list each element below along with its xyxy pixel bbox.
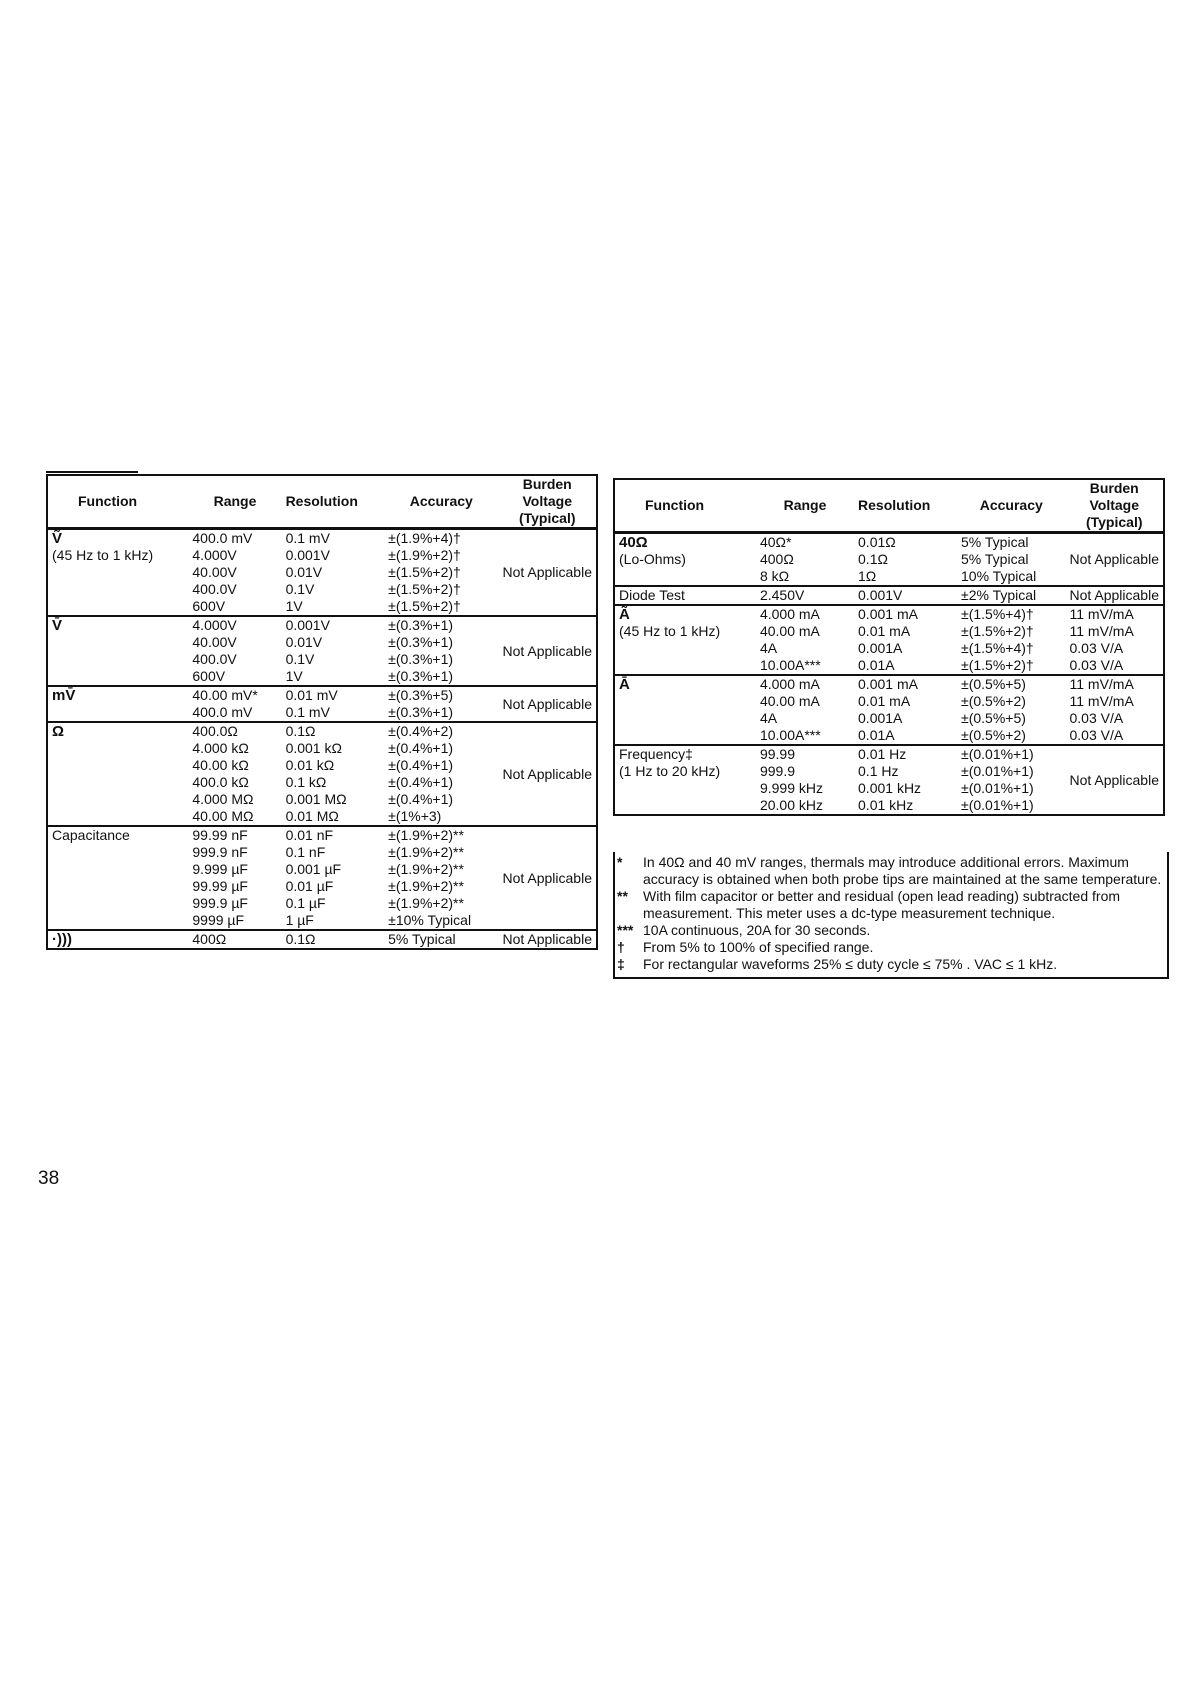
accuracy-value: ±(0.4%+1): [388, 740, 454, 756]
accuracy-value: ±(1.9%+2)†: [388, 547, 461, 563]
footnote-mark: *: [617, 854, 623, 870]
resolution-value: 0.001A: [858, 710, 903, 726]
burden-cell: [1065, 675, 1164, 745]
resolution-value: 0.01 MΩ: [285, 808, 339, 824]
accuracy-cell: [384, 722, 498, 826]
resolution-value: 0.01A: [858, 657, 895, 673]
resolution-value: 0.001 kΩ: [285, 740, 342, 756]
table-row: [47, 930, 597, 949]
range-value: 400Ω: [192, 931, 227, 947]
header-burden: Burden Voltage (Typical): [1065, 479, 1164, 533]
footnote-text: From 5% to 100% of specified range.: [643, 939, 874, 955]
burden-cell: [1065, 605, 1164, 675]
resolution-value: 0.001 mA: [858, 606, 918, 622]
resolution-value: 0.1 kΩ: [285, 774, 327, 790]
table-row: [614, 745, 1164, 815]
header-range: Range: [188, 475, 281, 529]
header-row: [614, 479, 1164, 533]
accuracy-cell: [384, 616, 498, 686]
accuracy-value: ±10% Typical: [388, 912, 472, 928]
table-row: [614, 586, 1164, 605]
accuracy-value: ±(0.4%+1): [388, 791, 454, 807]
function-cell: [47, 686, 188, 722]
resolution-value: 0.1 Hz: [858, 763, 899, 779]
function-name: mV̄: [52, 687, 76, 704]
accuracy-cell: [384, 529, 498, 617]
function-cell: [614, 745, 756, 815]
accuracy-value: ±(0.4%+1): [388, 757, 454, 773]
range-value: 10.00A***: [759, 727, 821, 743]
resolution-cell: [282, 529, 385, 617]
function-name: Ω: [52, 723, 65, 740]
function-group: [614, 675, 1164, 745]
spec-table-right: [613, 478, 1165, 816]
accuracy-value: ±(0.5%+2): [961, 727, 1026, 743]
header-resolution: Resolution: [282, 475, 385, 529]
function-group: [47, 826, 597, 930]
accuracy-value: ±(0.4%+2): [388, 723, 454, 739]
resolution-value: 0.1V: [285, 581, 315, 597]
resolution-value: 0.01 Hz: [858, 746, 907, 762]
accuracy-value: ±(1.9%+4)†: [388, 530, 461, 546]
resolution-value: 0.1 nF: [285, 844, 326, 860]
range-value: 4.000 mA: [759, 676, 820, 692]
burden-cell: [498, 722, 597, 826]
burden-value: 11 mV/mA: [1069, 623, 1134, 639]
resolution-value: 0.001 µF: [285, 861, 342, 877]
range-value: 40Ω*: [759, 534, 792, 550]
range-value: 40.00 mV*: [192, 687, 258, 703]
burden-value: Not Applicable: [1069, 771, 1159, 788]
range-value: 20.00 kHz: [759, 797, 824, 813]
range-value: 400Ω: [759, 551, 794, 567]
table-row: [614, 675, 1164, 745]
function-name: V̄: [52, 617, 63, 634]
footnote-text: With film capacitor or better and residual (open lead reading) subtracted from measurement. This meter uses a dc-type measurement technique.: [643, 888, 1121, 921]
header-accuracy: Accuracy: [384, 475, 498, 529]
range-value: 2.450V: [759, 587, 805, 603]
function-subtitle: (Lo-Ohms): [619, 551, 686, 567]
accuracy-cell: [957, 745, 1065, 815]
resolution-value: 0.1 mV: [285, 704, 330, 720]
range-value: 400.0V: [192, 651, 237, 667]
function-subtitle: (45 Hz to 1 kHz): [619, 623, 721, 639]
range-value: 99.99 µF: [192, 878, 248, 894]
burden-value: Not Applicable: [502, 642, 592, 659]
function-name: Ã: [619, 606, 630, 623]
accuracy-value: ±(0.4%+1): [388, 774, 454, 790]
range-value: 600V: [192, 668, 226, 684]
range-value: 4.000V: [192, 547, 237, 563]
range-cell: [756, 605, 854, 675]
function-subtitle: (45 Hz to 1 kHz): [52, 547, 154, 563]
accuracy-value: 5% Typical: [961, 534, 1029, 550]
resolution-value: 0.1 mV: [285, 530, 330, 546]
burden-cell: [498, 686, 597, 722]
header-function: Function: [47, 475, 188, 529]
function-cell: [47, 722, 188, 826]
accuracy-cell: [957, 533, 1065, 587]
header-function: Function: [614, 479, 756, 533]
footnote: [617, 888, 1165, 922]
resolution-value: 0.01A: [858, 727, 895, 743]
accuracy-value: ±(0.5%+2): [961, 693, 1026, 709]
function-group: [47, 722, 597, 826]
accuracy-value: ±(0.5%+5): [961, 710, 1026, 726]
resolution-value: 0.001V: [858, 587, 903, 603]
range-value: 400.0Ω: [192, 723, 238, 739]
page-number: 38: [38, 1168, 60, 1189]
range-value: 400.0 mV: [192, 704, 253, 720]
resolution-value: 1V: [285, 668, 303, 684]
range-cell: [188, 826, 281, 930]
range-value: 4A: [759, 640, 778, 656]
resolution-value: 0.01 mV: [285, 687, 338, 703]
resolution-value: 0.1V: [285, 651, 315, 667]
accuracy-value: ±(1.9%+2)**: [388, 861, 464, 877]
resolution-cell: [854, 605, 957, 675]
resolution-value: 0.01 mA: [858, 693, 911, 709]
range-cell: [756, 745, 854, 815]
burden-cell: [498, 529, 597, 617]
range-value: 400.0V: [192, 581, 237, 597]
burden-cell: [1065, 586, 1164, 605]
burden-value: 0.03 V/A: [1069, 710, 1124, 726]
burden-value: Not Applicable: [1069, 551, 1159, 567]
range-value: 9.999 µF: [192, 861, 248, 877]
burden-value: 11 mV/mA: [1069, 676, 1134, 692]
accuracy-value: ±(1.9%+2)**: [388, 895, 464, 911]
header-resolution: Resolution: [854, 479, 957, 533]
function-group: [47, 616, 597, 686]
footnote: [617, 956, 1165, 973]
footnote-mark: **: [617, 888, 628, 904]
accuracy-value: ±(1.5%+2)†: [961, 657, 1034, 673]
function-cell: [47, 616, 188, 686]
range-cell: [756, 675, 854, 745]
function-subtitle: (1 Hz to 20 kHz): [619, 763, 721, 779]
resolution-value: 0.01 mA: [858, 623, 911, 639]
function-name: ·))): [52, 931, 72, 948]
function-name: 40Ω: [619, 534, 648, 551]
burden-value: 11 mV/mA: [1069, 606, 1134, 622]
resolution-cell: [854, 675, 957, 745]
table-row: [614, 533, 1164, 587]
burden-value: Not Applicable: [502, 564, 592, 580]
range-value: 999.9 µF: [192, 895, 248, 911]
accuracy-value: ±(0.01%+1): [961, 763, 1034, 779]
resolution-value: 0.001A: [858, 640, 903, 656]
range-cell: [756, 533, 854, 587]
function-cell: [614, 605, 756, 675]
accuracy-value: ±(0.3%+1): [388, 668, 454, 684]
accuracy-value: ±(1.5%+4)†: [961, 606, 1034, 622]
resolution-value: 0.001 kHz: [858, 780, 922, 796]
table-row: [47, 826, 597, 930]
accuracy-value: ±(0.3%+1): [388, 634, 454, 650]
footnote-mark: ***: [617, 922, 634, 938]
range-value: 40.00V: [192, 564, 237, 580]
function-name: Capacitance: [52, 827, 130, 843]
burden-cell: [1065, 533, 1164, 587]
range-value: 8 kΩ: [759, 568, 790, 584]
range-value: 4.000 mA: [759, 606, 820, 622]
resolution-cell: [282, 686, 385, 722]
resolution-cell: [854, 745, 957, 815]
accuracy-value: ±(0.01%+1): [961, 780, 1034, 796]
accuracy-value: ±(0.3%+1): [388, 704, 454, 720]
resolution-value: 0.01V: [285, 564, 323, 580]
accuracy-cell: [384, 826, 498, 930]
range-value: 4A: [759, 710, 778, 726]
footnote-mark: †: [617, 939, 625, 955]
accuracy-value: 5% Typical: [388, 931, 456, 947]
range-value: 4.000 kΩ: [192, 740, 249, 756]
range-value: 4.000 MΩ: [192, 791, 254, 807]
resolution-value: 0.01 kHz: [858, 797, 914, 813]
footnote-text: For rectangular waveforms 25% ≤ duty cycle ≤ 75% . VAC ≤ 1 kHz.: [643, 956, 1058, 972]
footnote: [617, 939, 1165, 956]
range-value: 40.00 kΩ: [192, 757, 249, 773]
range-value: 40.00V: [192, 634, 237, 650]
resolution-cell: [854, 533, 957, 587]
burden-value: 0.03 V/A: [1069, 727, 1124, 743]
function-group: [614, 605, 1164, 675]
range-cell: [188, 686, 281, 722]
resolution-value: 0.001 mA: [858, 676, 918, 692]
function-group: [614, 533, 1164, 587]
range-cell: [188, 722, 281, 826]
function-name: Diode Test: [619, 587, 685, 603]
table-row: [614, 605, 1164, 675]
burden-cell: [498, 616, 597, 686]
range-value: 9999 µF: [192, 912, 245, 928]
resolution-value: 0.01 µF: [285, 878, 334, 894]
resolution-cell: [854, 586, 957, 605]
range-value: 9.999 kHz: [759, 780, 824, 796]
burden-value: 11 mV/mA: [1069, 693, 1134, 709]
resolution-value: 1Ω: [858, 568, 877, 584]
range-value: 999.9: [759, 763, 796, 779]
resolution-value: 0.01 nF: [285, 827, 334, 843]
range-value: 99.99: [759, 746, 796, 762]
resolution-value: 0.01 kΩ: [285, 757, 335, 773]
function-cell: [614, 533, 756, 587]
burden-cell: [498, 826, 597, 930]
footnote: [617, 922, 1165, 939]
burden-value: 0.03 V/A: [1069, 640, 1124, 656]
range-value: 999.9 nF: [192, 844, 248, 860]
accuracy-value: 10% Typical: [961, 568, 1037, 584]
range-cell: [188, 529, 281, 617]
resolution-value: 0.1Ω: [858, 551, 888, 567]
resolution-cell: [282, 930, 385, 949]
footnote-text: 10A continuous, 20A for 30 seconds.: [643, 922, 871, 938]
burden-cell: [1065, 745, 1164, 815]
burden-value: Not Applicable: [502, 765, 592, 782]
burden-value: Not Applicable: [502, 931, 592, 947]
footnote: [617, 854, 1165, 888]
resolution-cell: [282, 616, 385, 686]
footnote-mark: ‡: [617, 956, 625, 972]
function-cell: [47, 529, 188, 617]
range-value: 10.00A***: [759, 657, 821, 673]
accuracy-value: ±(1.5%+2)†: [961, 623, 1034, 639]
accuracy-cell: [957, 605, 1065, 675]
range-value: 40.00 MΩ: [192, 808, 254, 824]
resolution-value: 0.01Ω: [858, 534, 896, 550]
accuracy-value: ±(1.5%+2)†: [388, 598, 461, 614]
range-value: 400.0 mV: [192, 530, 253, 546]
range-value: 40.00 mA: [759, 693, 820, 709]
range-value: 4.000V: [192, 617, 237, 633]
burden-value: 0.03 V/A: [1069, 657, 1124, 673]
resolution-value: 1V: [285, 598, 303, 614]
range-cell: [188, 616, 281, 686]
function-group: [47, 686, 597, 722]
resolution-cell: [282, 826, 385, 930]
header-accuracy: Accuracy: [957, 479, 1065, 533]
range-value: 400.0 kΩ: [192, 774, 249, 790]
accuracy-value: ±(0.01%+1): [961, 746, 1034, 762]
accuracy-value: ±(0.5%+5): [961, 676, 1026, 692]
burden-value: Not Applicable: [502, 695, 592, 712]
function-group: [47, 930, 597, 949]
resolution-value: 0.1Ω: [285, 931, 316, 947]
accuracy-cell: [957, 675, 1065, 745]
function-name: Ṽ: [52, 530, 63, 547]
accuracy-value: ±(1.9%+2)**: [388, 827, 464, 843]
accuracy-value: 5% Typical: [961, 551, 1029, 567]
table-row: [47, 529, 597, 617]
resolution-value: 0.01V: [285, 634, 323, 650]
resolution-value: 0.1 µF: [285, 895, 326, 911]
range-value: 99.99 nF: [192, 827, 248, 843]
top-rule: [46, 471, 138, 473]
function-group: [47, 529, 597, 617]
resolution-cell: [282, 722, 385, 826]
accuracy-value: ±(1.5%+2)†: [388, 564, 461, 580]
burden-cell: [498, 930, 597, 949]
function-cell: [47, 930, 188, 949]
header-range: Range: [756, 479, 854, 533]
function-cell: [47, 826, 188, 930]
accuracy-value: ±(0.01%+1): [961, 797, 1034, 813]
accuracy-value: ±(1.5%+4)†: [961, 640, 1034, 656]
function-cell: [614, 675, 756, 745]
footnote-text: In 40Ω and 40 mV ranges, thermals may introduce additional errors. Maximum accuracy is obtained when both probe tips are maintained at the same temperature.: [643, 854, 1162, 887]
accuracy-value: ±(0.3%+1): [388, 617, 454, 633]
accuracy-cell: [384, 686, 498, 722]
accuracy-value: ±2% Typical: [961, 587, 1037, 603]
function-group: [614, 586, 1164, 605]
resolution-value: 0.001V: [285, 617, 330, 633]
table-row: [47, 616, 597, 686]
resolution-value: 0.001 MΩ: [285, 791, 347, 807]
accuracy-cell: [384, 930, 498, 949]
burden-value: Not Applicable: [502, 869, 592, 886]
spec-table-left: [46, 474, 598, 950]
resolution-value: 0.1Ω: [285, 723, 316, 739]
accuracy-value: ±(0.3%+5): [388, 687, 454, 703]
header-burden: Burden Voltage (Typical): [498, 475, 597, 529]
table-row: [47, 722, 597, 826]
footnotes: [613, 852, 1169, 979]
burden-value: Not Applicable: [1069, 587, 1159, 603]
accuracy-value: ±(1.9%+2)**: [388, 844, 464, 860]
accuracy-cell: [957, 586, 1065, 605]
table-row: [47, 686, 597, 722]
range-value: 40.00 mA: [759, 623, 820, 639]
range-cell: [756, 586, 854, 605]
range-cell: [188, 930, 281, 949]
resolution-value: 0.001V: [285, 547, 330, 563]
accuracy-value: ±(1.5%+2)†: [388, 581, 461, 597]
function-cell: [614, 586, 756, 605]
accuracy-value: ±(1.9%+2)**: [388, 878, 464, 894]
resolution-value: 1 µF: [285, 912, 314, 928]
accuracy-value: ±(0.3%+1): [388, 651, 454, 667]
header-row: [47, 475, 597, 529]
accuracy-value: ±(1%+3): [388, 808, 442, 824]
function-name: Ā: [619, 676, 630, 693]
range-value: 600V: [192, 598, 226, 614]
function-group: [614, 745, 1164, 815]
function-name: Frequency‡: [619, 746, 693, 762]
